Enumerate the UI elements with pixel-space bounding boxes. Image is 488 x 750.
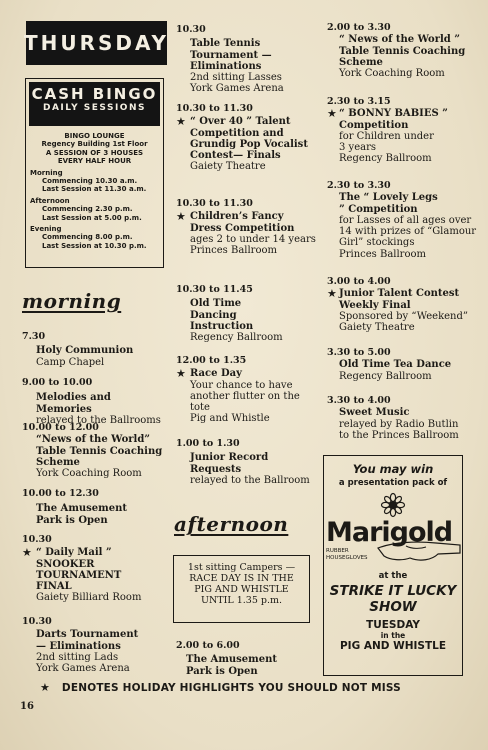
event-time: 10.30	[22, 534, 52, 545]
event-title-row	[327, 108, 482, 131]
event-title-row	[22, 547, 164, 592]
ad-in-the: in the	[380, 631, 406, 640]
star-icon: ★	[176, 115, 186, 129]
bingo-subtitle: DAILY SESSIONS	[43, 103, 146, 113]
event-title-row	[176, 116, 321, 161]
bingo-afternoon-start: Commencing 2.30 p.m.	[42, 205, 133, 214]
event-item	[327, 347, 482, 382]
glove-hand-icon	[376, 534, 462, 564]
event-title: “ BONNY BABIES ” Competition	[339, 108, 448, 131]
event-title: Junior Record Requests	[190, 452, 269, 475]
event-item	[22, 488, 164, 526]
event-time: 1.00 to 1.30	[176, 438, 240, 449]
bingo-box	[25, 78, 164, 268]
bingo-morning-last: Last Session at 11.30 a.m.	[42, 185, 147, 194]
event-item	[327, 180, 482, 260]
event-item	[176, 640, 321, 677]
star-icon: ★	[327, 287, 337, 301]
marigold-advert	[323, 455, 463, 676]
event-time: 9.00 to 10.00	[22, 377, 93, 388]
ad-at-the: at the	[378, 571, 408, 581]
bingo-evening-start: Commencing 8.00 p.m.	[42, 233, 133, 242]
event-item	[327, 395, 485, 441]
page-number: 16	[20, 701, 34, 712]
event-item	[176, 198, 321, 256]
event-desc: Gaiety Theatre	[190, 161, 266, 173]
event-desc: relayed by Radio Butlin to the Princes Ballroom	[339, 418, 459, 441]
event-title: Junior Talent Contest Weekly Final	[339, 288, 460, 311]
ad-sub-text: RUBBER HOUSEGLOVES	[326, 548, 368, 561]
event-item	[22, 377, 164, 426]
bingo-line: BINGO LOUNGE	[64, 132, 125, 140]
ad-show-name: STRIKE IT LUCKY SHOW	[329, 583, 457, 615]
event-title: Race Day	[190, 368, 242, 380]
event-title: “News of the World” Table Tennis Coaching Scheme	[36, 434, 163, 468]
event-title-row	[176, 211, 321, 234]
bingo-morning-start: Commencing 10.30 a.m.	[42, 177, 138, 186]
event-item	[176, 103, 321, 173]
event-desc: for Lasses of all ages over 14 with prizes of “Glamour Girl” stockings Princes Ballroom	[339, 214, 477, 260]
event-title: Melodies and Memories	[36, 392, 111, 415]
event-title: The “ Lovely Legs ” Competition	[339, 192, 438, 215]
event-time: 3.30 to 5.00	[327, 347, 391, 358]
event-item	[22, 422, 164, 479]
event-desc: for Children under 3 years Regency Ballroom	[339, 130, 434, 165]
bingo-evening-last: Last Session at 10.30 p.m.	[42, 241, 147, 250]
event-desc: ages 2 to under 14 years Princes Ballroom	[190, 233, 316, 257]
event-title: The Amusement Park is Open	[36, 503, 127, 526]
marigold-logo: Marigold	[326, 517, 453, 548]
event-time: 10.30 to 11.45	[176, 284, 253, 295]
afternoon-heading: afternoon	[174, 512, 289, 536]
event-title: The Amusement Park is Open	[186, 654, 277, 677]
ad-venue: PIG AND WHISTLE	[339, 640, 447, 652]
event-title: Darts Tournament— Eliminations	[36, 629, 139, 652]
event-item	[22, 534, 164, 604]
star-icon: ★	[176, 210, 186, 224]
ad-win-text: You may win	[352, 462, 434, 476]
event-item	[327, 276, 482, 333]
ad-pack-text: a presentation pack of	[338, 478, 448, 488]
event-desc: Regency Ballroom	[339, 370, 432, 382]
event-time: 2.00 to 3.30	[327, 22, 391, 33]
event-item	[327, 96, 482, 165]
bingo-line: Regency Building 1st Floor	[41, 140, 148, 149]
event-item	[22, 331, 162, 368]
bingo-afternoon-last: Last Session at 5.00 p.m.	[42, 213, 142, 222]
event-title: “ Over 40 ” Talent Competition and Grundig Pop Vocalist Contest— Finals	[190, 116, 308, 162]
event-desc: 2nd sitting Lasses York Games Arena	[190, 72, 284, 95]
bingo-line: A SESSION OF 3 HOUSES	[45, 148, 144, 157]
event-item	[327, 22, 482, 79]
bingo-details	[26, 126, 163, 250]
event-time: 3.00 to 4.00	[327, 276, 391, 287]
bingo-evening-label: Evening	[30, 225, 62, 234]
event-desc: York Coaching Room	[36, 468, 142, 480]
bingo-afternoon-label: Afternoon	[30, 196, 70, 205]
event-title: Children’s Fancy Dress Competition	[190, 211, 295, 234]
event-item	[22, 616, 164, 674]
event-desc: Regency Ballroom	[190, 332, 283, 344]
race-day-notice: 1st sitting Campers — RACE DAY IS IN THE PIG AND WHISTLE UNTIL 1.35 p.m.	[173, 555, 310, 623]
event-desc: Gaiety Billiard Room	[36, 592, 142, 604]
star-icon: ★	[22, 546, 32, 560]
star-icon: ★	[40, 681, 51, 694]
event-time: 10.30 to 11.30	[176, 103, 253, 114]
event-time: 10.30	[176, 24, 206, 35]
event-time: 12.00 to 1.35	[176, 355, 247, 366]
footer-text: DENOTES HOLIDAY HIGHLIGHTS YOU SHOULD NOT MISS	[61, 682, 401, 694]
event-title: Old Time Dancing Instruction	[190, 298, 254, 332]
event-desc: 2nd sitting Lads York Games Arena	[36, 651, 130, 675]
bingo-title: CASH BINGO	[31, 85, 158, 103]
event-desc: relayed to the Ballroom	[190, 474, 310, 486]
footer-legend	[40, 681, 480, 694]
day-banner: THURSDAY	[26, 21, 167, 65]
event-time: 2.30 to 3.15	[327, 96, 391, 107]
event-time: 10.30	[22, 616, 52, 627]
event-time: 3.30 to 4.00	[327, 395, 391, 406]
event-title-row	[327, 288, 482, 311]
event-title: Table Tennis Tournament —Eliminations	[190, 38, 272, 72]
event-time: 10.00 to 12.30	[22, 488, 99, 499]
event-desc: Sponsored by “Weekend” Gaiety Theatre	[339, 310, 468, 334]
event-time: 2.30 to 3.30	[327, 180, 391, 191]
star-icon: ★	[327, 107, 337, 121]
event-desc: Camp Chapel	[36, 356, 105, 368]
event-title: “ News of the World ” Table Tennis Coaching Scheme	[339, 34, 466, 68]
bingo-line: EVERY HALF HOUR	[57, 157, 132, 166]
event-title: Holy Communion	[36, 345, 134, 357]
ad-day: TUESDAY	[366, 619, 420, 631]
bingo-morning-label: Morning	[30, 168, 63, 177]
event-item	[176, 24, 321, 95]
event-desc: York Coaching Room	[339, 68, 445, 80]
event-title: Sweet Music	[339, 407, 410, 419]
ad-sub-row	[324, 548, 462, 562]
bingo-header	[29, 82, 160, 126]
event-item	[176, 355, 321, 425]
event-time: 7.30	[22, 331, 46, 342]
event-title-row	[176, 368, 321, 379]
event-desc: Your chance to have another flutter on the tote Pig and Whistle	[190, 379, 300, 425]
star-icon: ★	[176, 367, 186, 381]
event-item	[176, 284, 321, 343]
flower-icon	[324, 492, 462, 516]
event-desc: relayed to the Ballrooms	[36, 414, 161, 426]
event-time: 10.00 to 12.00	[22, 422, 99, 433]
event-item	[176, 438, 321, 486]
event-title: Old Time Tea Dance	[339, 359, 452, 371]
event-time: 10.30 to 11.30	[176, 198, 253, 209]
event-time: 2.00 to 6.00	[176, 640, 240, 651]
morning-heading: morning	[22, 289, 122, 313]
event-title: “ Daily Mail ” SNOOKER TOURNAMENT FINAL	[36, 547, 122, 593]
